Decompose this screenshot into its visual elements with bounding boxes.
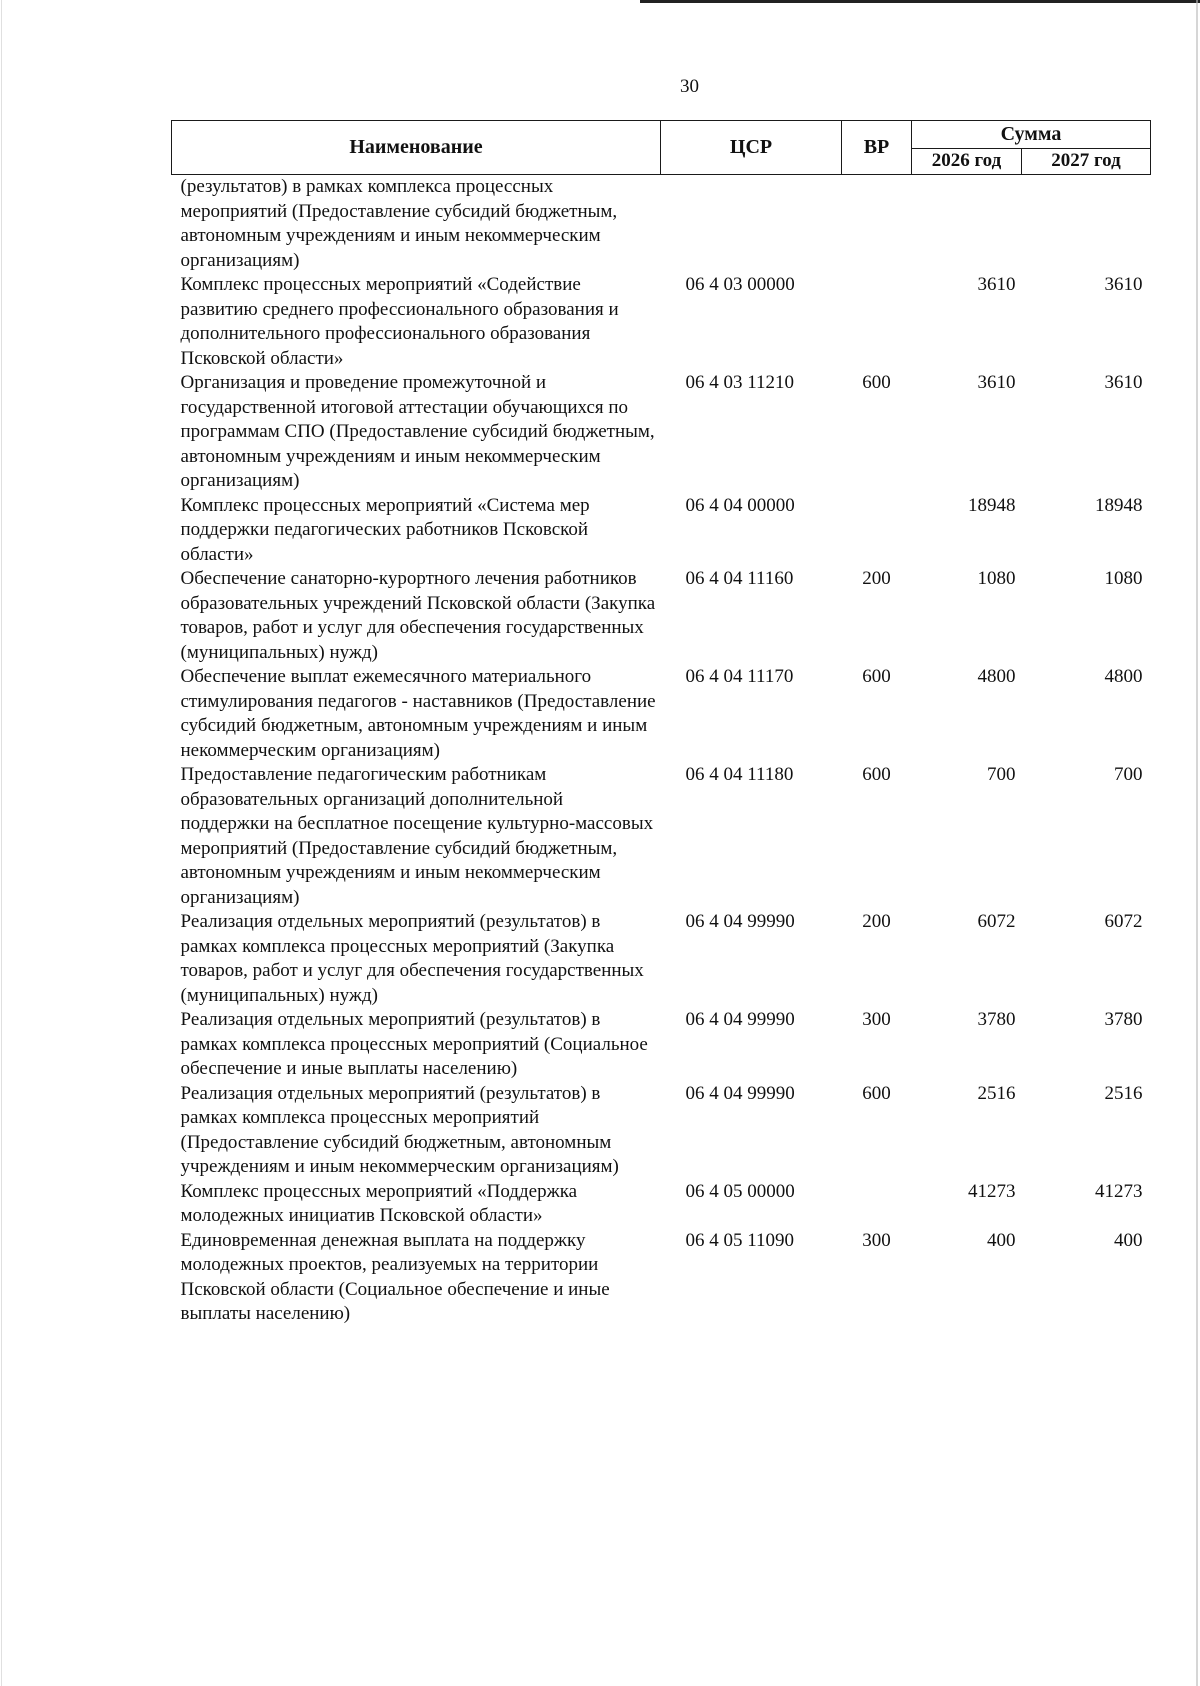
row-name: Реализация отдельных мероприятий (результатов) в рамках комплекса процессных мероприятий (Закупка товаров, работ и услуг для обеспечения государственных (муниципальных) нужд) (180, 911, 644, 1006)
table-row (172, 1008, 1151, 1082)
row-csr: 06 4 04 11170 (685, 666, 794, 687)
row-amount-2027: 3610 (1104, 274, 1143, 295)
budget-table (171, 120, 1151, 1327)
row-amount-2026: 3610 (977, 274, 1016, 295)
row-vr: 300 (862, 1009, 891, 1030)
row-name: Комплекс процессных мероприятий «Содействие развитию среднего профессионального образования и дополнительного профессионального образования Псковской области» (180, 274, 619, 369)
row-amount-2026: 400 (987, 1229, 1016, 1251)
row-vr (842, 273, 912, 371)
header-year-2026: 2026 год (912, 149, 1022, 175)
row-name: Реализация отдельных мероприятий (результатов) в рамках комплекса процессных мероприятий (Социальное обеспечение и иные выплаты населению) (180, 1009, 648, 1079)
row-amount-2027: 3610 (1104, 372, 1143, 393)
page-number: 30 (680, 76, 699, 97)
table-header (172, 121, 1151, 175)
table-row (172, 175, 1151, 274)
row-amount-2026: 1080 (977, 568, 1016, 589)
header-sum: Сумма (912, 121, 1151, 149)
table-body (172, 175, 1151, 1327)
row-amount-2026: 3780 (977, 1009, 1016, 1030)
row-csr: 06 4 04 11180 (685, 764, 794, 785)
row-amount-2027: 400 (1114, 1229, 1143, 1251)
header-vr: ВР (842, 121, 912, 175)
header-name: Наименование (172, 121, 661, 175)
row-amount-2026: 2516 (977, 1082, 1016, 1104)
row-csr: 06 4 03 11210 (685, 372, 795, 393)
row-amount-2027 (1022, 175, 1151, 274)
row-amount-2027: 3780 (1104, 1009, 1143, 1030)
row-vr: 600 (862, 764, 891, 785)
table-row (172, 763, 1151, 910)
row-name: (результатов) в рамках комплекса процессных мероприятий (Предоставление субсидий бюджетным, автономным учреждениям и иным некоммерческим организациям) (180, 176, 618, 271)
row-csr (661, 175, 842, 274)
row-amount-2027: 1080 (1104, 568, 1143, 589)
table-row (172, 1229, 1151, 1327)
row-vr: 600 (862, 666, 891, 687)
row-vr: 600 (862, 372, 891, 393)
row-csr: 06 4 05 11090 (685, 1229, 795, 1251)
row-amount-2027: 700 (1114, 764, 1143, 785)
row-amount-2027: 4800 (1104, 666, 1143, 687)
scan-right-edge (1196, 0, 1198, 1686)
row-name: Обеспечение санаторно-курортного лечения работников образовательных учреждений Псковской области (Закупка товаров, работ и услуг для обеспечения государственных (муниципальных) нужд) (180, 568, 656, 663)
row-name: Организация и проведение промежуточной и государственной итоговой аттестации обучающихся по программам СПО (Предоставление субсидий бюджетным, автономным учреждениям и иным некоммерческим организациям) (180, 372, 655, 491)
row-csr: 06 4 04 11160 (685, 568, 794, 589)
row-vr: 600 (862, 1082, 891, 1104)
row-vr: 200 (862, 568, 891, 589)
row-amount-2026: 41273 (968, 1180, 1016, 1202)
row-vr (842, 494, 912, 568)
row-name: Комплекс процессных мероприятий «Система мер поддержки педагогических работников Псковской области» (180, 494, 590, 565)
row-amount-2027: 2516 (1104, 1082, 1143, 1104)
row-vr (842, 175, 912, 274)
row-amount-2027: 18948 (1095, 494, 1143, 516)
row-vr (842, 1180, 912, 1229)
row-amount-2026: 4800 (977, 666, 1016, 687)
row-amount-2027: 6072 (1104, 911, 1143, 932)
row-amount-2026: 18948 (968, 494, 1016, 516)
row-csr: 06 4 04 99990 (685, 1082, 795, 1104)
row-csr: 06 4 04 99990 (685, 911, 795, 932)
table-row (172, 371, 1151, 494)
row-csr: 06 4 05 00000 (685, 1180, 795, 1202)
row-name: Комплекс процессных мероприятий «Поддержка молодежных инициатив Псковской области» (180, 1180, 578, 1226)
header-year-2027: 2027 год (1022, 149, 1151, 175)
table-row (172, 665, 1151, 763)
row-amount-2027: 41273 (1095, 1180, 1143, 1202)
scan-edge-line (640, 0, 1200, 3)
table-row (172, 567, 1151, 665)
table-row (172, 273, 1151, 371)
row-amount-2026 (912, 175, 1022, 274)
row-csr: 06 4 04 99990 (685, 1009, 795, 1030)
row-vr: 200 (862, 911, 891, 932)
row-amount-2026: 3610 (977, 372, 1016, 393)
row-name: Реализация отдельных мероприятий (результатов) в рамках комплекса процессных мероприятий (Предоставление субсидий бюджетным, автономным учреждениям и иным некоммерческим организациям) (180, 1082, 619, 1177)
row-name: Предоставление педагогическим работникам образовательных организаций дополнительной поддержки на бесплатное посещение культурно-массовых мероприятий (Предоставление субсидий бюджетным, автономным учреждениям и иным некоммерческим организациям) (180, 764, 654, 908)
scan-left-edge (1, 0, 2, 1686)
table-row (172, 1180, 1151, 1229)
row-vr: 300 (862, 1229, 891, 1251)
row-name: Единовременная денежная выплата на поддержку молодежных проектов, реализуемых на территории Псковской области (Социальное обеспечение и иные выплаты населению) (180, 1229, 610, 1324)
table-row (172, 910, 1151, 1008)
row-amount-2026: 6072 (977, 911, 1016, 932)
row-csr: 06 4 04 00000 (685, 494, 795, 516)
header-csr: ЦСР (661, 121, 842, 175)
row-amount-2026: 700 (987, 764, 1016, 785)
table-row (172, 494, 1151, 568)
row-csr: 06 4 03 00000 (685, 274, 795, 295)
row-name: Обеспечение выплат ежемесячного материального стимулирования педагогов - наставников (Предоставление субсидий бюджетным, автономным учреждениям и иным некоммерческим организациям) (180, 666, 656, 761)
table-row (172, 1082, 1151, 1180)
